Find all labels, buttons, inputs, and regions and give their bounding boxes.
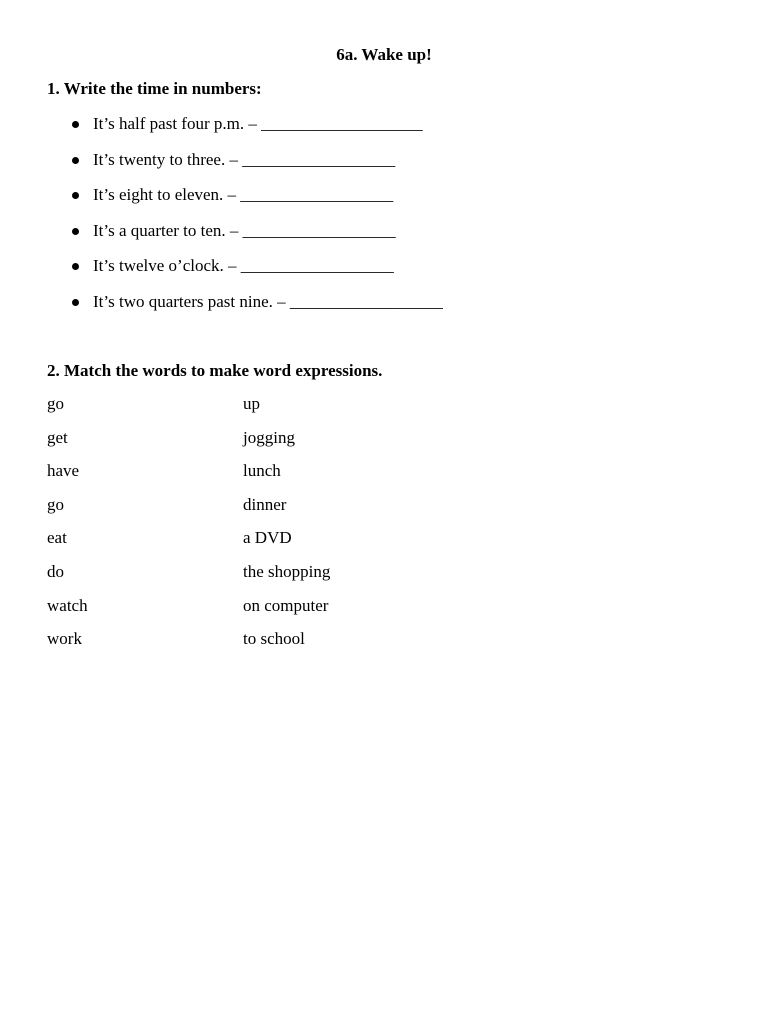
bullet-icon — [72, 121, 79, 128]
list-item — [0, 114, 443, 150]
match-left-word: eat — [47, 528, 67, 548]
exercise-text: It’s eight to eleven. – __________________ — [93, 185, 394, 205]
bullet-icon — [72, 192, 79, 199]
exercise-text: It’s twenty to three. – __________________ — [93, 149, 396, 169]
match-left-word: have — [47, 461, 80, 481]
bullet-icon — [72, 263, 79, 270]
match-right-word: dinner — [243, 494, 287, 514]
match-left-word: work — [47, 629, 82, 649]
exercise-text: It’s half past four p.m. – ___________________ — [93, 114, 423, 133]
match-left-word: go — [47, 494, 64, 514]
match-left-word: get — [47, 427, 68, 447]
list-item — [0, 292, 443, 328]
bullet-icon — [72, 228, 79, 235]
bullet-icon — [72, 299, 79, 306]
list-item — [0, 221, 443, 257]
exercise-text: It’s twelve o’clock. – __________________ — [93, 256, 394, 276]
match-right-word: to school — [243, 629, 305, 649]
list-item — [0, 256, 443, 292]
match-right-word: jogging — [243, 427, 295, 447]
exercise-text: It’s a quarter to ten. – __________________ — [93, 220, 396, 240]
bullet-icon — [72, 157, 79, 164]
page-title: 6a. Wake up! — [336, 45, 432, 64]
list-item — [0, 185, 443, 221]
section-2-heading: 2. Match the words to make word expressions. — [47, 361, 383, 380]
list-item — [0, 150, 443, 186]
match-left-word: watch — [47, 595, 88, 615]
match-right-word: up — [243, 394, 260, 413]
match-left-word: go — [47, 394, 64, 413]
match-right-word: on computer — [243, 595, 329, 615]
match-right-word: a DVD — [243, 528, 292, 548]
match-right-word: the shopping — [243, 561, 331, 581]
match-right-word: lunch — [243, 461, 281, 481]
match-left-word: do — [47, 561, 64, 581]
time-exercise-list — [0, 114, 443, 328]
section-1-heading: 1. Write the time in numbers: — [47, 79, 262, 98]
exercise-text: It’s two quarters past nine. – __________________ — [93, 291, 443, 311]
